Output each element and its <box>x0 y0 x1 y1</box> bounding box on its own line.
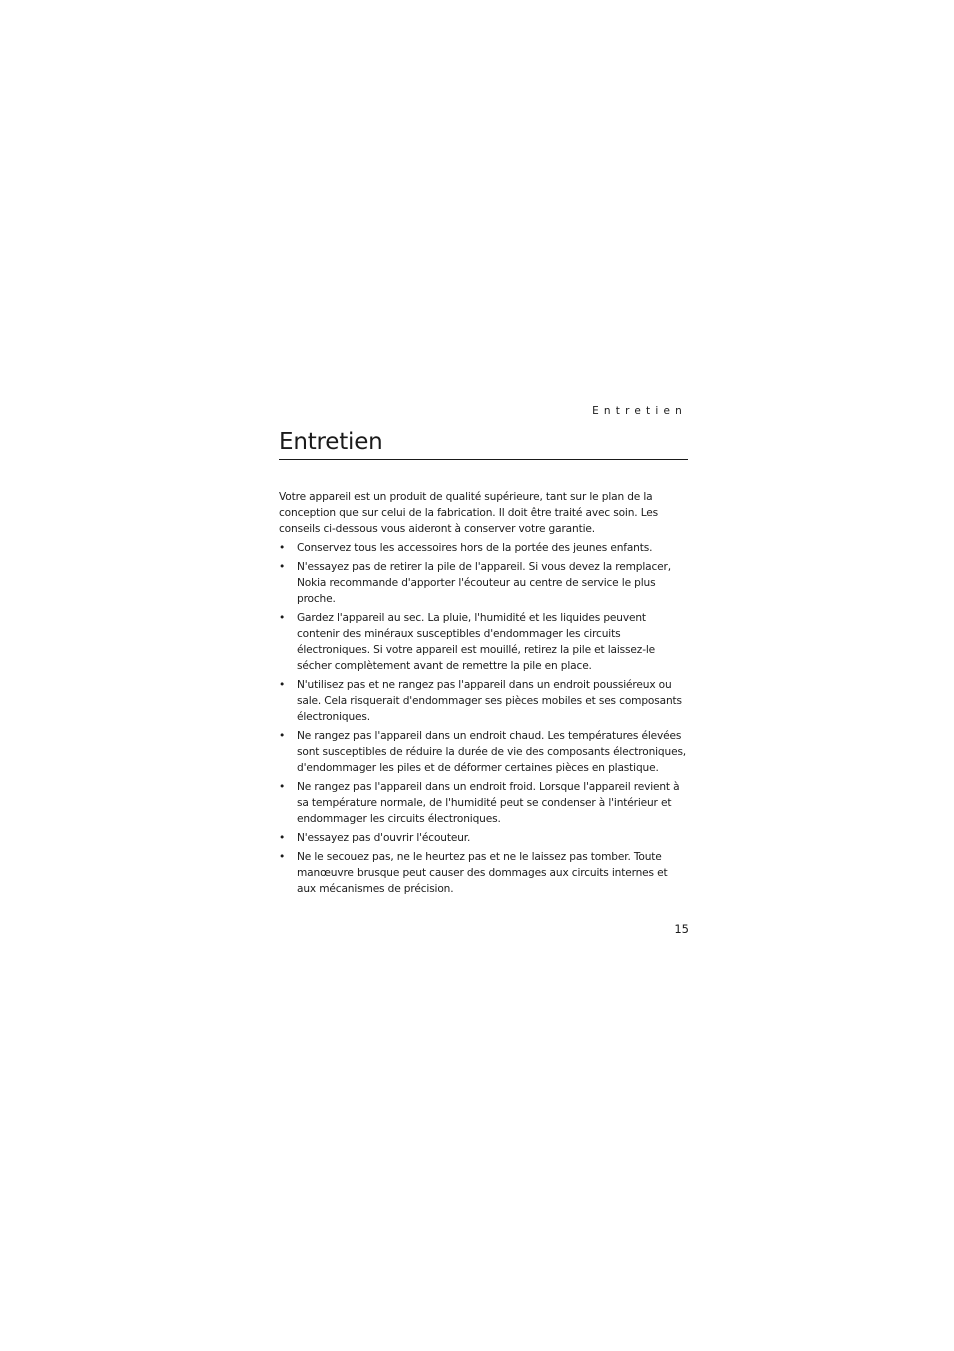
bullet-icon: • <box>279 781 286 793</box>
list-item <box>279 610 688 674</box>
page-content <box>279 489 688 900</box>
list-item <box>279 559 688 607</box>
bullet-icon: • <box>279 561 286 573</box>
list-item-text: N'utilisez pas et ne rangez pas l'appareil dans un endroit poussiéreux ou sale. Cela risquerait d'endommager ses pièces mobiles et ses composants électroniques. <box>297 679 682 723</box>
bullet-icon: • <box>279 542 286 554</box>
list-item-text: N'essayez pas d'ouvrir l'écouteur. <box>297 832 471 844</box>
list-item <box>279 677 688 725</box>
intro-paragraph: Votre appareil est un produit de qualité supérieure, tant sur le plan de la conception que sur celui de la fabrication. Il doit être traité avec soin. Les conseils ci-dessous vous aideront à conserver votre garantie. <box>279 491 659 535</box>
list-item-text: Gardez l'appareil au sec. La pluie, l'humidité et les liquides peuvent contenir des minéraux susceptibles d'endommager les circuits électroniques. Si votre appareil est mouillé, retirez la pile et laissez-le sécher complètement avant de remettre la pile en place. <box>297 612 656 672</box>
list-item-text: N'essayez pas de retirer la pile de l'appareil. Si vous devez la remplacer, Nokia recommande d'apporter l'écouteur au centre de service le plus proche. <box>297 561 671 605</box>
list-item-text: Ne le secouez pas, ne le heurtez pas et ne le laissez pas tomber. Toute manœuvre brusque peut causer des dommages aux circuits internes et aux mécanismes de précision. <box>297 851 668 895</box>
page-number: 15 <box>674 922 689 936</box>
bullet-icon: • <box>279 832 286 844</box>
list-item-text: Conservez tous les accessoires hors de la portée des jeunes enfants. <box>297 542 653 554</box>
running-header: Entretien <box>592 405 687 417</box>
list-item <box>279 830 688 846</box>
bullet-icon: • <box>279 679 286 691</box>
list-item <box>279 849 688 897</box>
list-item-text: Ne rangez pas l'appareil dans un endroit froid. Lorsque l'appareil revient à sa température normale, de l'humidité peut se condenser à l'intérieur et endommager les circuits électroniques. <box>297 781 680 825</box>
bullet-icon: • <box>279 612 286 624</box>
list-item-text: Ne rangez pas l'appareil dans un endroit chaud. Les températures élevées sont susceptibles de réduire la durée de vie des composants électroniques, d'endommager les piles et de déformer certaines pièces en plastique. <box>297 730 687 774</box>
list-item <box>279 540 688 556</box>
bullet-icon: • <box>279 730 286 742</box>
list-item <box>279 779 688 827</box>
title-block <box>279 428 688 460</box>
list-item <box>279 728 688 776</box>
page-title: Entretien <box>279 429 383 455</box>
care-list <box>279 540 688 897</box>
bullet-icon: • <box>279 851 286 863</box>
